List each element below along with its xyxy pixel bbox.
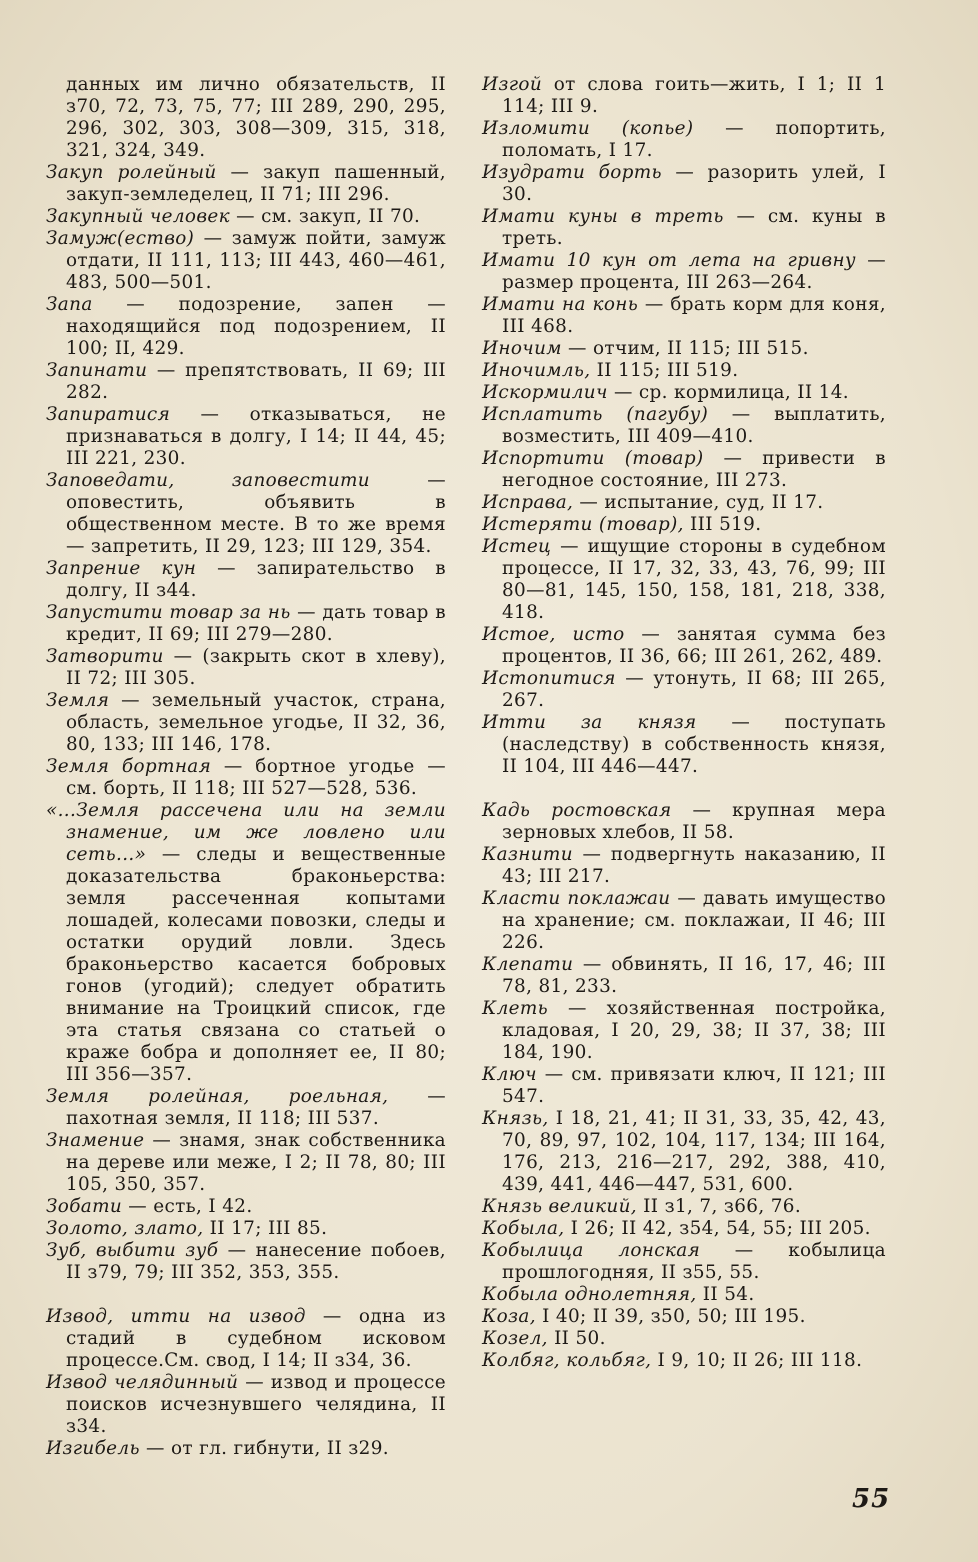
headword: Ключ	[482, 1064, 537, 1085]
definition: от слова гоить—жить, I 1; II 1 114; III 9.	[502, 74, 886, 117]
entry	[482, 1284, 886, 1306]
definition: — испытание, суд, II 17.	[573, 492, 824, 513]
entry	[482, 206, 886, 250]
left-column	[46, 74, 446, 1460]
entry	[482, 1218, 886, 1240]
definition: — поступать (наследству) в собственность князя, II 104, III 446—447.	[502, 712, 886, 777]
definition: — одна из стадий в судебном исковом процессе.См. свод, I 14; II з34, 36.	[66, 1306, 446, 1371]
headword: Земля бортная	[46, 756, 212, 777]
headword: Имати на конь	[482, 294, 639, 315]
entry	[482, 1350, 886, 1372]
entry	[46, 756, 446, 800]
headword: Истопитися	[482, 668, 616, 689]
entry	[482, 382, 886, 404]
page-number: 55	[852, 1484, 891, 1514]
definition: — земельный участок, страна, область, земельное угодье, II 32, 36, 80, 133; III 146, 178.	[66, 690, 446, 755]
definition: — отчим, II 115; III 515.	[561, 338, 809, 359]
letter-section-gap	[46, 1284, 446, 1306]
definition: — (закрыть скот в хлеву), II 72; III 305.	[66, 646, 446, 689]
entry	[482, 1328, 886, 1350]
headword: Зуб, выбити зуб	[46, 1240, 219, 1261]
entry	[46, 1306, 446, 1372]
entry	[482, 404, 886, 448]
definition: — брать корм для коня, III 468.	[502, 294, 886, 337]
headword: Запрение кун	[46, 558, 197, 579]
headword: Истое, исто	[482, 624, 625, 645]
entry	[46, 1372, 446, 1438]
definition: данных им лично обязательств, II з70, 72, 73, 75, 77; III 289, 290, 295, 296, 302, 303, 308—309, 315, 318, 321, 324, 349.	[66, 74, 446, 161]
definition: — следы и вещественные доказательства браконьерства: земля рассеченная копытами лошадей, колесами повозки, следы и остатки орудий ловли. Здесь браконьерство касается бобровых гонов (угодий); следует обратить внимание на Троицкий список, где эта статья связана со статьей о краже бобра и дополняет ее, II 80; III 356—357.	[66, 844, 446, 1085]
definition: — крупная мера зерновых хлебов, II 58.	[502, 800, 886, 843]
headword: Испортити (товар)	[482, 448, 704, 469]
definition: — хозяйственная постройка, кладовая, I 20, 29, 38; II 37, 38; III 184, 190.	[502, 998, 886, 1063]
entry	[46, 558, 446, 602]
definition: — отказываться, не признаваться в долгу, I 14; II 44, 45; III 221, 230.	[66, 404, 446, 469]
definition: — пахотная земля, II 118; III 537.	[66, 1086, 446, 1129]
entry	[482, 74, 886, 118]
definition: — ищущие стороны в судебном процессе, II 17, 32, 33, 43, 76, 99; III 80—81, 145, 150, 158, 181, 218, 338, 418.	[502, 536, 886, 623]
entry	[482, 536, 886, 624]
definition: — препятствовать, II 69; III 282.	[66, 360, 446, 403]
headword: Земля ролейная, роельная,	[46, 1086, 389, 1107]
definition: — привести в негодное состояние, III 273.	[502, 448, 886, 491]
definition: II з1, 7, з66, 76.	[636, 1196, 802, 1217]
headword: Иночимль,	[482, 360, 591, 381]
headword: Имати 10 кун от лета на гривну	[482, 250, 856, 271]
headword: Извод, итти на извод	[46, 1306, 306, 1327]
definition: — выплатить, возместить, III 409—410.	[502, 404, 886, 447]
headword: Класти поклажаи	[482, 888, 671, 909]
headword: Казнити	[482, 844, 573, 865]
entry	[482, 954, 886, 998]
headword: Изудрати борть	[482, 162, 662, 183]
entry	[46, 800, 446, 1086]
definition: — от гл. гибнути, II з29.	[139, 1438, 389, 1459]
headword: Князь великий,	[482, 1196, 637, 1217]
definition: — разорить улей, I 30.	[502, 162, 886, 205]
entry	[482, 118, 886, 162]
letter-section-gap	[482, 778, 886, 800]
definition: — обвинять, II 16, 17, 46; III 78, 81, 233.	[502, 954, 886, 997]
entry	[482, 888, 886, 954]
headword: Закупный человек	[46, 206, 230, 227]
definition: — утонуть, II 68; III 265, 267.	[502, 668, 886, 711]
headword: Зобати	[46, 1196, 123, 1217]
headword: Исправа,	[482, 492, 574, 513]
entry	[46, 602, 446, 646]
headword: Запустити товар за нь	[46, 602, 291, 623]
entry	[46, 74, 446, 162]
headword: Замуж(ество)	[46, 228, 195, 249]
definition: II 50.	[547, 1328, 606, 1349]
entry	[482, 338, 886, 360]
entry	[482, 162, 886, 206]
entry	[482, 1064, 886, 1108]
entry	[482, 1306, 886, 1328]
entry	[482, 668, 886, 712]
headword: Итти за князя	[482, 712, 697, 733]
definition: — дать товар в кредит, II 69; III 279—280.	[66, 602, 446, 645]
headword: Имати куны в треть	[482, 206, 724, 227]
entry	[482, 998, 886, 1064]
definition: — давать имущество на хранение; см. поклажаи, II 46; III 226.	[502, 888, 886, 953]
headword: Затворити	[46, 646, 164, 667]
entry	[46, 360, 446, 404]
entry	[482, 1108, 886, 1196]
definition: — есть, I 42.	[122, 1196, 253, 1217]
headword: Иночим	[482, 338, 562, 359]
headword: Запиратися	[46, 404, 171, 425]
right-column	[482, 74, 886, 1372]
entry	[46, 1130, 446, 1196]
headword: Знамение	[46, 1130, 145, 1151]
definition: — оповестить, объявить в общественном месте. В то же время — запретить, II 29, 123; III 129, 354.	[66, 470, 446, 557]
headword: Кобыла однолетняя,	[482, 1284, 697, 1305]
definition: — нанесение побоев, II з79, 79; III 352, 353, 355.	[66, 1240, 446, 1283]
headword: Золото, злато,	[46, 1218, 204, 1239]
definition: II 54.	[696, 1284, 755, 1305]
definition: — подозрение, запен — находящийся под подозрением, II 100; II, 429.	[66, 294, 446, 359]
headword: Запа	[46, 294, 93, 315]
definition: — кобылица прошлогодняя, II з55, 55.	[502, 1240, 886, 1283]
headword: Клеть	[482, 998, 549, 1019]
definition: — размер процента, III 263—264.	[502, 250, 887, 293]
definition: II 115; III 519.	[590, 360, 739, 381]
definition: III 519.	[683, 514, 762, 535]
headword: Козел,	[482, 1328, 548, 1349]
headword: Изгибель	[46, 1438, 140, 1459]
entry	[482, 1196, 886, 1218]
entry	[482, 624, 886, 668]
headword: Истеряти (товар),	[482, 514, 684, 535]
definition: — запирательство в долгу, II з44.	[66, 558, 446, 601]
entry	[482, 360, 886, 382]
entry	[46, 1196, 446, 1218]
entry	[46, 228, 446, 294]
headword: Извод челядинный	[46, 1372, 239, 1393]
headword: Заповедати, заповестити	[46, 470, 370, 491]
headword: Князь,	[482, 1108, 549, 1129]
entry	[46, 470, 446, 558]
definition: — подвергнуть наказанию, II 43; III 217.	[502, 844, 886, 887]
headword: Коза,	[482, 1306, 536, 1327]
headword: Изгой	[482, 74, 543, 95]
entry	[46, 1086, 446, 1130]
entry	[482, 514, 886, 536]
definition: I 26; II 42, з54, 54, 55; III 205.	[564, 1218, 871, 1239]
entry	[46, 690, 446, 756]
entry	[46, 404, 446, 470]
definition: — см. куны в треть.	[502, 206, 886, 249]
definition: — извод и процессе поисков исчезнувшего челядина, II з34.	[66, 1372, 446, 1437]
headword: Истец	[482, 536, 552, 557]
entry	[46, 162, 446, 206]
headword: Искормилич	[482, 382, 608, 403]
entry	[46, 294, 446, 360]
headword: Кобылица лонская	[482, 1240, 701, 1261]
entry	[482, 1240, 886, 1284]
headword: Клепати	[482, 954, 574, 975]
headword: Кобыла,	[482, 1218, 565, 1239]
definition: — замуж пойти, замуж отдати, II 111, 113; III 443, 460—461, 483, 500—501.	[66, 228, 446, 293]
definition: — занятая сумма без процентов, II 36, 66; III 261, 262, 489.	[502, 624, 886, 667]
entry	[482, 448, 886, 492]
definition: — знамя, знак собственника на дереве или меже, I 2; II 78, 80; III 105, 350, 357.	[66, 1130, 446, 1195]
headword: Запинати	[46, 360, 148, 381]
definition: — бортное угодье — см. борть, II 118; III 527—528, 536.	[66, 756, 446, 799]
entry	[482, 800, 886, 844]
entry	[46, 646, 446, 690]
definition: — см. закуп, II 70.	[229, 206, 421, 227]
headword: Закуп ролейный	[46, 162, 217, 183]
definition: I 18, 21, 41; II 31, 33, 35, 42, 43, 70, 89, 97, 102, 104, 117, 134; III 164, 176, 213, 216—217, 292, 388, 410, 439, 441, 446—447, 531, 600.	[502, 1108, 886, 1195]
headword: Исплатить (пагубу)	[482, 404, 709, 425]
definition: — см. привязати ключ, II 121; III 547.	[502, 1064, 886, 1107]
entry	[46, 1240, 446, 1284]
entry	[46, 1438, 446, 1460]
definition: I 9, 10; II 26; III 118.	[651, 1350, 863, 1371]
headword: «...Земля рассечена или на земли знамение, им же ловлено или сеть...»	[46, 800, 446, 865]
entry	[482, 712, 886, 778]
headword: Земля	[46, 690, 110, 711]
entry	[482, 294, 886, 338]
headword: Изломити (копье)	[482, 118, 694, 139]
entry	[46, 1218, 446, 1240]
definition: — ср. кормилица, II 14.	[607, 382, 849, 403]
definition: — закуп пашенный, закуп-земледелец, II 71; III 296.	[66, 162, 446, 205]
definition: II 17; III 85.	[203, 1218, 328, 1239]
definition: — попортить, поломать, I 17.	[502, 118, 886, 161]
headword: Колбяг, кольбяг,	[482, 1350, 652, 1371]
entry	[482, 250, 886, 294]
entry	[482, 844, 886, 888]
entry	[482, 492, 886, 514]
definition: I 40; II 39, з50, 50; III 195.	[535, 1306, 806, 1327]
entry	[46, 206, 446, 228]
headword: Кадь ростовская	[482, 800, 672, 821]
